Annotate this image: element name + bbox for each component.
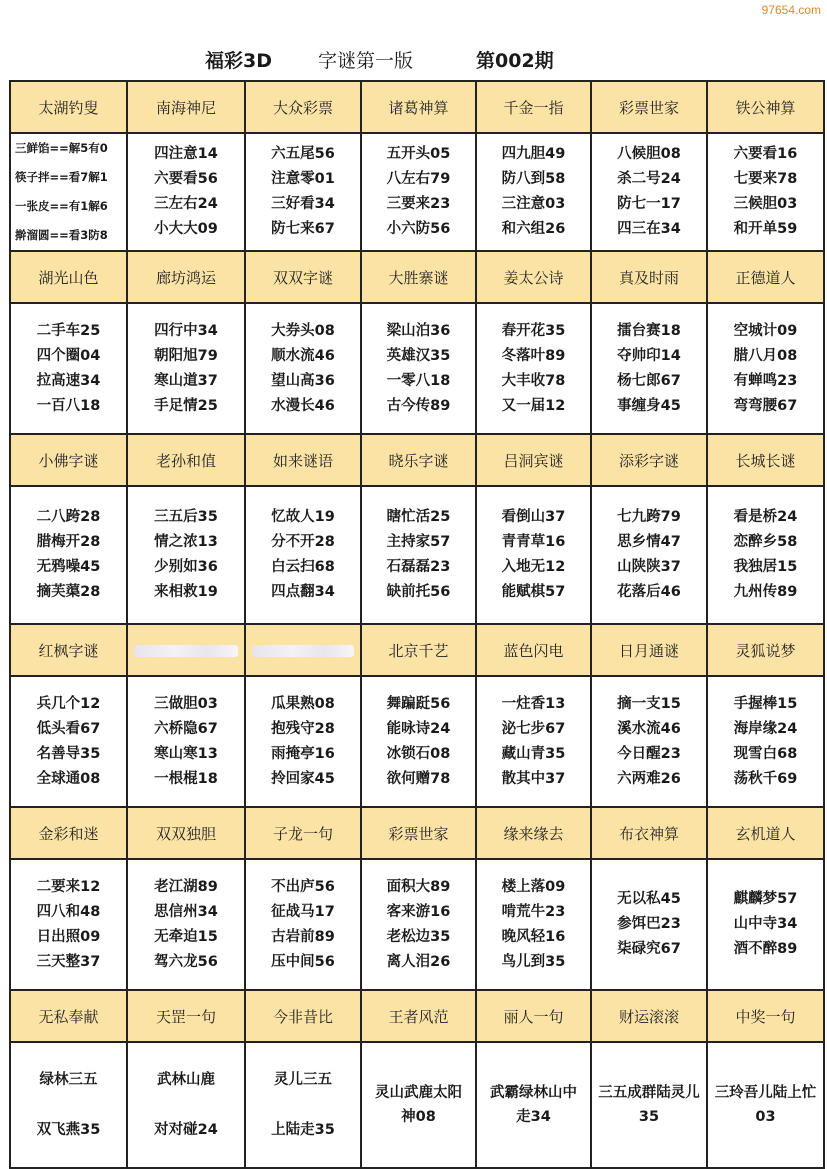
lottery-name: 福彩3D — [205, 50, 272, 72]
column-header: 金彩和迷 — [10, 807, 127, 859]
prediction-line: 今日醒23 — [617, 745, 681, 762]
prediction-cell — [361, 859, 476, 990]
prediction-cell — [476, 1042, 591, 1168]
prediction-line: 武霸绿林山中走34 — [490, 1085, 577, 1125]
prediction-cell — [591, 133, 707, 251]
prediction-line: 冰锁石08 — [386, 745, 451, 762]
prediction-cell — [10, 303, 127, 434]
prediction-cell — [707, 133, 824, 251]
prediction-line: 不出庐56 — [271, 878, 335, 895]
prediction-cell — [361, 303, 476, 434]
prediction-line: 古岩前89 — [271, 928, 335, 945]
prediction-line: 楼上落09 — [501, 878, 566, 895]
column-header: 大胜寨谜 — [361, 251, 476, 303]
prediction-line: 思信州34 — [154, 903, 218, 920]
prediction-line: 朝阳旭79 — [154, 347, 218, 364]
prediction-cell — [10, 859, 127, 990]
prediction-cell — [707, 486, 824, 624]
prediction-line: 四注意14 — [154, 146, 218, 162]
prediction-line: 四行中34 — [154, 322, 218, 339]
header-row — [10, 807, 824, 859]
prediction-line: 对对碰24 — [154, 1122, 218, 1138]
prediction-line: 征战马17 — [271, 903, 335, 920]
prediction-line: 面积大89 — [386, 878, 451, 895]
prediction-line: 一零八18 — [386, 372, 451, 389]
prediction-line: 兵几个12 — [36, 695, 101, 712]
column-header: 小佛字谜 — [10, 434, 127, 486]
prediction-line: 晚风轻16 — [501, 928, 566, 945]
prediction-line: 空城计09 — [733, 322, 798, 339]
prediction-cell — [245, 676, 361, 807]
prediction-line: 三五成群陆灵儿35 — [598, 1085, 700, 1125]
column-header: 真及时雨 — [591, 251, 707, 303]
prediction-line: 四个圈04 — [36, 347, 101, 364]
prediction-line: 八候胆08 — [617, 146, 681, 162]
prediction-line: 五开头05 — [386, 146, 451, 162]
column-header: 铁公神算 — [707, 81, 824, 133]
prediction-line: 青青草16 — [501, 534, 566, 550]
prediction-line: 腊梅开28 — [36, 534, 101, 550]
prediction-cell — [245, 303, 361, 434]
prediction-line: 情之浓13 — [154, 534, 218, 550]
prediction-cell — [591, 486, 707, 624]
prediction-line: 擀溜圆==看3防8 — [15, 228, 108, 242]
prediction-line: 舞蹁跹56 — [386, 695, 451, 712]
blurred-header — [134, 645, 238, 657]
prediction-line: 八左右79 — [386, 171, 451, 187]
prediction-line: 分不开28 — [271, 534, 335, 550]
prediction-line: 主持家57 — [386, 534, 451, 550]
prediction-line: 四点翻34 — [271, 584, 335, 600]
prediction-cell — [707, 303, 824, 434]
prediction-line: 一张皮==有1解6 — [15, 199, 108, 213]
prediction-line: 六要看56 — [154, 171, 218, 187]
column-header: 北京千艺 — [361, 624, 476, 676]
prediction-line: 瞎忙活25 — [386, 509, 451, 525]
header-row — [10, 624, 824, 676]
prediction-line: 一炷香13 — [501, 695, 566, 712]
prediction-line: 手握棒15 — [733, 695, 798, 712]
prediction-line: 夺帅印14 — [617, 347, 681, 364]
prediction-line: 鸟儿到35 — [501, 953, 566, 970]
prediction-line: 山中寺34 — [733, 916, 798, 932]
header-row — [10, 81, 824, 133]
prediction-line: 防七来67 — [271, 221, 335, 237]
prediction-line: 老松边35 — [386, 928, 451, 945]
header-row — [10, 251, 824, 303]
prediction-cell — [245, 859, 361, 990]
column-header: 廊坊鸿运 — [127, 251, 245, 303]
prediction-line: 防八到58 — [501, 171, 566, 187]
prediction-line: 无牵迫15 — [154, 928, 218, 945]
prediction-line: 三鲜馅==解5有0 — [15, 141, 108, 155]
prediction-line: 冬落叶89 — [501, 347, 566, 364]
prediction-line: 六两难26 — [617, 770, 681, 787]
prediction-line: 上陆走35 — [271, 1122, 335, 1138]
prediction-line: 四三在34 — [617, 221, 681, 237]
column-header: 天罡一句 — [127, 990, 245, 1042]
column-header: 布衣神算 — [591, 807, 707, 859]
content-row — [10, 133, 824, 251]
column-header: 长城长谜 — [707, 434, 824, 486]
prediction-line: 二八跨28 — [36, 509, 101, 525]
prediction-line: 九州传89 — [733, 584, 798, 600]
prediction-line: 一根棍18 — [154, 770, 218, 787]
prediction-cell — [127, 486, 245, 624]
prediction-line: 海岸缘24 — [733, 720, 798, 737]
prediction-line: 日出照09 — [36, 928, 101, 945]
prediction-cell — [707, 1042, 824, 1168]
prediction-line: 驾六龙56 — [154, 953, 218, 970]
prediction-line: 现雪白68 — [733, 745, 798, 762]
prediction-line: 麒麟梦57 — [733, 891, 798, 907]
column-header — [127, 624, 245, 676]
column-header: 双双字谜 — [245, 251, 361, 303]
column-header: 灵狐说梦 — [707, 624, 824, 676]
prediction-cell — [476, 133, 591, 251]
prediction-cell — [707, 676, 824, 807]
prediction-line: 缺前托56 — [386, 584, 451, 600]
prediction-line: 事缠身45 — [617, 397, 681, 414]
prediction-cell — [476, 676, 591, 807]
prediction-line: 看倒山37 — [501, 509, 566, 525]
prediction-line: 杀二号24 — [617, 171, 681, 187]
prediction-line: 思乡情47 — [617, 534, 681, 550]
prediction-line: 武林山鹿 — [157, 1072, 215, 1088]
prediction-line: 离人泪26 — [386, 953, 451, 970]
prediction-cell — [127, 133, 245, 251]
prediction-line: 泌七步67 — [501, 720, 566, 737]
prediction-line: 白云扫68 — [271, 559, 335, 575]
prediction-line: 注意零01 — [271, 171, 335, 187]
prediction-line: 大丰收78 — [501, 372, 566, 389]
issue-number: 第002期 — [476, 50, 554, 72]
prediction-line: 筷子拌==看7解1 — [15, 170, 108, 184]
prediction-line: 七九跨79 — [617, 509, 681, 525]
content-row — [10, 303, 824, 434]
prediction-line: 顺水流46 — [271, 347, 335, 364]
column-header: 老孙和值 — [127, 434, 245, 486]
prediction-cell — [127, 1042, 245, 1168]
column-header: 晓乐字谜 — [361, 434, 476, 486]
prediction-line: 一百八18 — [36, 397, 101, 414]
column-header: 正德道人 — [707, 251, 824, 303]
prediction-line: 酒不醉89 — [733, 941, 798, 957]
prediction-line: 瓜果熟08 — [271, 695, 335, 712]
prediction-line: 雨掩亭16 — [271, 745, 335, 762]
prediction-line: 大券头08 — [271, 322, 335, 339]
prediction-cell — [10, 486, 127, 624]
prediction-line: 英雄汉35 — [386, 347, 451, 364]
prediction-line: 参饵巴23 — [617, 916, 681, 932]
prediction-cell — [127, 859, 245, 990]
prediction-line: 二要来12 — [36, 878, 101, 895]
prediction-line: 三天整37 — [36, 953, 101, 970]
content-row — [10, 1042, 824, 1168]
prediction-cell — [361, 1042, 476, 1168]
prediction-line: 又一届12 — [501, 397, 566, 414]
prediction-line: 能赋棋57 — [501, 584, 566, 600]
prediction-line: 望山高36 — [271, 372, 335, 389]
prediction-line: 忆故人19 — [271, 509, 335, 525]
prediction-line: 能咏诗24 — [386, 720, 451, 737]
prediction-line: 无鸦噪45 — [36, 559, 101, 575]
prediction-line: 水漫长46 — [271, 397, 335, 414]
column-header: 诸葛神算 — [361, 81, 476, 133]
prediction-line: 六桥隐67 — [154, 720, 218, 737]
column-header: 缘来缘去 — [476, 807, 591, 859]
prediction-line: 寒山道37 — [154, 372, 218, 389]
prediction-cell — [707, 859, 824, 990]
prediction-line: 腊八月08 — [733, 347, 798, 364]
prediction-line: 古今传89 — [386, 397, 451, 414]
prediction-line: 手足情25 — [154, 397, 218, 414]
prediction-line: 四八和48 — [36, 903, 101, 920]
prediction-line: 杨七郎67 — [617, 372, 681, 389]
prediction-line: 山陕陕37 — [617, 559, 681, 575]
prediction-line: 六五尾56 — [271, 146, 335, 162]
prediction-line: 三左右24 — [154, 196, 218, 212]
column-header — [245, 624, 361, 676]
prediction-cell — [476, 303, 591, 434]
prediction-line: 六要看16 — [733, 146, 798, 162]
prediction-line: 寒山寒13 — [154, 745, 218, 762]
prediction-cell — [361, 486, 476, 624]
prediction-line: 来相救19 — [154, 584, 218, 600]
prediction-line: 三要来23 — [386, 196, 451, 212]
column-header: 南海神尼 — [127, 81, 245, 133]
prediction-line: 和六组26 — [501, 221, 566, 237]
prediction-line: 啃荒牛23 — [501, 903, 566, 920]
prediction-cell — [476, 859, 591, 990]
prediction-line: 藏山青35 — [501, 745, 566, 762]
prediction-line: 梁山泊36 — [386, 322, 451, 339]
prediction-line: 石磊磊23 — [386, 559, 451, 575]
column-header: 子龙一句 — [245, 807, 361, 859]
prediction-line: 有蝉鸣23 — [733, 372, 798, 389]
prediction-line: 四九胆49 — [501, 146, 566, 162]
prediction-line: 灵山武鹿太阳神08 — [375, 1085, 462, 1125]
prediction-line: 拉高速34 — [36, 372, 101, 389]
prediction-line: 无以私45 — [617, 891, 681, 907]
column-header: 大众彩票 — [245, 81, 361, 133]
prediction-cell — [361, 133, 476, 251]
column-header: 如来谜语 — [245, 434, 361, 486]
prediction-line: 三注意03 — [501, 196, 566, 212]
prediction-cell — [127, 303, 245, 434]
column-header: 彩票世家 — [591, 81, 707, 133]
column-header: 日月通谜 — [591, 624, 707, 676]
prediction-line: 摘芙蕖28 — [36, 584, 101, 600]
prediction-cell — [245, 1042, 361, 1168]
prediction-line: 二手车25 — [36, 322, 101, 339]
column-header: 丽人一句 — [476, 990, 591, 1042]
prediction-line: 弯弯腰67 — [733, 397, 798, 414]
prediction-line: 小六防56 — [386, 221, 451, 237]
prediction-cell — [591, 676, 707, 807]
column-header: 今非昔比 — [245, 990, 361, 1042]
prediction-line: 防七一17 — [617, 196, 681, 212]
column-header: 太湖钓叟 — [10, 81, 127, 133]
column-header: 财运滚滚 — [591, 990, 707, 1042]
prediction-cell — [10, 676, 127, 807]
column-header: 中奖一句 — [707, 990, 824, 1042]
content-row — [10, 676, 824, 807]
column-header: 姜太公诗 — [476, 251, 591, 303]
prediction-cell — [361, 676, 476, 807]
content-row — [10, 486, 824, 624]
prediction-line: 我独居15 — [733, 559, 798, 575]
column-header: 蓝色闪电 — [476, 624, 591, 676]
riddle-table — [9, 80, 825, 1169]
prediction-line: 绿林三五 — [39, 1072, 98, 1088]
prediction-cell — [476, 486, 591, 624]
column-header: 红枫字谜 — [10, 624, 127, 676]
watermark: 97654.com — [761, 3, 821, 17]
prediction-line: 拎回家45 — [271, 770, 335, 787]
prediction-line: 客来游16 — [386, 903, 451, 920]
prediction-line: 恋醉乡58 — [733, 534, 798, 550]
prediction-line: 全球通08 — [36, 770, 101, 787]
prediction-line: 看是桥24 — [733, 509, 798, 525]
prediction-line: 双飞燕35 — [36, 1122, 101, 1138]
prediction-line: 三玲吾儿陆上忙03 — [714, 1085, 817, 1125]
header-row — [10, 434, 824, 486]
prediction-cell — [591, 303, 707, 434]
prediction-line: 散其中37 — [501, 770, 566, 787]
prediction-line: 和开单59 — [733, 221, 798, 237]
prediction-line: 擂台赛18 — [617, 322, 681, 339]
prediction-line: 灵儿三五 — [274, 1072, 332, 1088]
prediction-line: 三做胆03 — [154, 695, 218, 712]
prediction-line: 摘一支15 — [617, 695, 681, 712]
prediction-line: 三好看34 — [271, 196, 335, 212]
column-header: 王者风范 — [361, 990, 476, 1042]
prediction-line: 荡秋千69 — [733, 770, 798, 787]
prediction-line: 抱残守28 — [271, 720, 335, 737]
column-header: 吕洞宾谜 — [476, 434, 591, 486]
prediction-line: 老江湖89 — [154, 878, 218, 895]
column-header: 无私奉献 — [10, 990, 127, 1042]
prediction-line: 名善导35 — [36, 745, 101, 762]
prediction-line: 入地无12 — [501, 559, 566, 575]
prediction-line: 三候胆03 — [733, 196, 798, 212]
column-header: 添彩字谜 — [591, 434, 707, 486]
prediction-cell — [591, 859, 707, 990]
prediction-line: 欲何赠78 — [386, 770, 451, 787]
blurred-header — [252, 645, 355, 657]
prediction-line: 低头看67 — [36, 720, 101, 737]
prediction-line: 柒碌究67 — [617, 941, 681, 957]
column-header: 双双独胆 — [127, 807, 245, 859]
header-row — [10, 990, 824, 1042]
prediction-cell — [245, 133, 361, 251]
prediction-cell — [127, 676, 245, 807]
column-header: 彩票世家 — [361, 807, 476, 859]
prediction-line: 压中间56 — [271, 953, 335, 970]
edition-name: 字谜第一版 — [318, 50, 414, 72]
prediction-line: 七要来78 — [733, 171, 798, 187]
prediction-cell — [245, 486, 361, 624]
column-header: 湖光山色 — [10, 251, 127, 303]
prediction-line: 三五后35 — [154, 509, 218, 525]
prediction-line: 溪水流46 — [617, 720, 681, 737]
column-header: 玄机道人 — [707, 807, 824, 859]
prediction-cell — [10, 133, 127, 251]
column-header: 千金一指 — [476, 81, 591, 133]
prediction-cell — [591, 1042, 707, 1168]
content-row — [10, 859, 824, 990]
prediction-line: 春开花35 — [501, 322, 566, 339]
prediction-line: 小大大09 — [154, 221, 218, 237]
prediction-line: 花落后46 — [617, 584, 681, 600]
prediction-cell — [10, 1042, 127, 1168]
prediction-line: 少别如36 — [154, 559, 218, 575]
